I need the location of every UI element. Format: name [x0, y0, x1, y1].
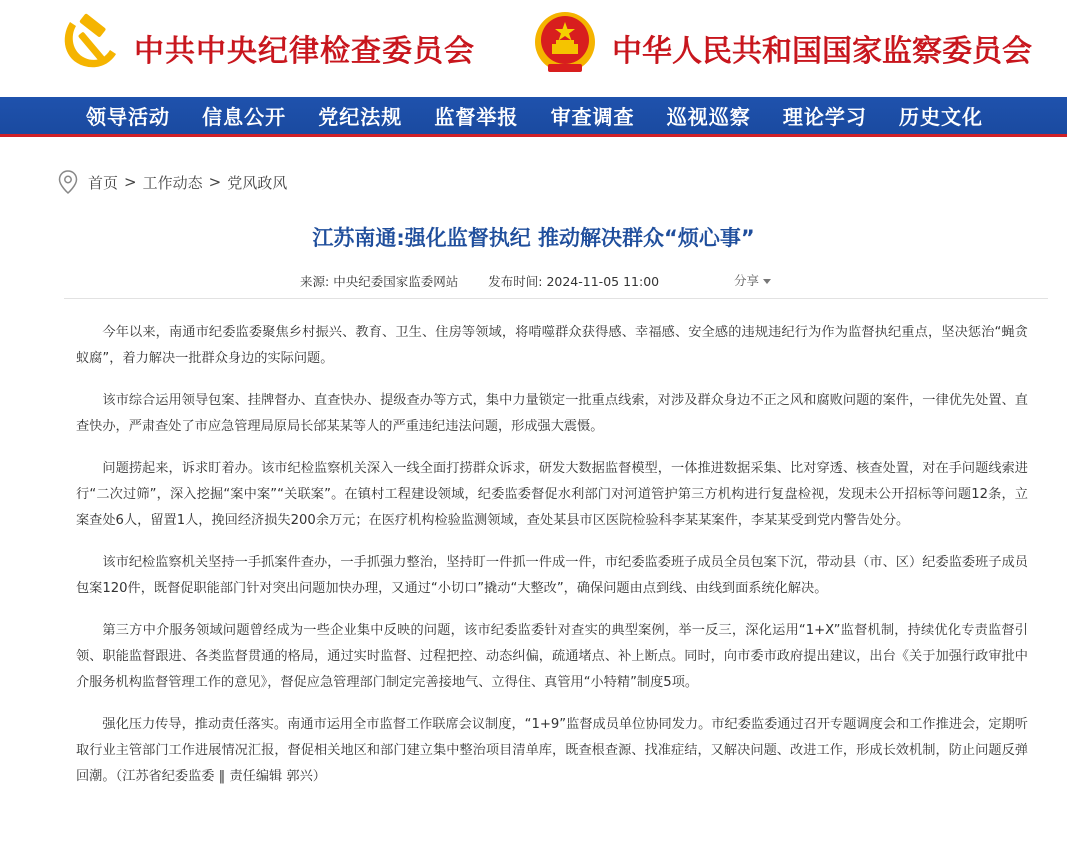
source-label: 来源: [300, 274, 330, 289]
nav-item-regulations[interactable]: 党纪法规 [318, 105, 403, 129]
breadcrumb [58, 170, 287, 194]
article-meta [300, 272, 659, 290]
national-emblem-icon [532, 8, 598, 78]
article-title: 江苏南通:强化监督执纪 推动解决群众“烦心事” [312, 226, 755, 250]
article-paragraph: 问题捞起来，诉求盯着办。该市纪检监察机关深入一线全面打捞群众诉求，研发大数据监督模型，一体推进数据采集、比对穿透、核查处置，对在手问题线索进行“二次过筛”，深入挖掘“案中案”“关联案”。在镇村工程建设领域，纪委监委督促水利部门对河道管护第三方机构进行复盘检视，发现未公开招标等问题12条，立案查处6人，留置1人，挽回经济损失200余万元；在医疗机构检验监测领域，查处某县市区医院检验科李某某案件，李某某受到党内警告处分。 [76, 461, 1028, 528]
source-value: 中央纪委国家监委网站 [333, 274, 459, 289]
nav-item-inspection[interactable]: 巡视巡察 [666, 105, 751, 129]
breadcrumb-separator: > [208, 173, 222, 191]
share-button[interactable] [734, 271, 771, 289]
date-value: 2024-11-05 11:00 [546, 273, 660, 289]
ccdi-site-title[interactable]: 中共中央纪律检查委员会 [134, 34, 475, 69]
article-paragraph: 第三方中介服务领域问题曾经成为一些企业集中反映的问题，该市纪委监委针对查实的典型案例，举一反三，深化运用“1+X”监督机制，持续优化专责监督引领、职能监督跟进、各类监督贯通的格局，通过实时监督、过程把控、动态纠偏，疏通堵点、补上断点。同时，向市委市政府提出建议，出台《关于加强行政审批中介服务机构监督管理工作的意见》，督促应急管理部门制定完善接地气、立得住、真管用“小特精”制度5项。 [76, 623, 1028, 690]
breadcrumb-work-news[interactable]: 工作动态 [142, 173, 203, 192]
party-emblem-icon [58, 12, 120, 74]
nav-item-info-disclosure[interactable]: 信息公开 [202, 105, 287, 129]
breadcrumb-party-style[interactable]: 党风政风 [227, 173, 288, 192]
nav-item-leadership[interactable]: 领导活动 [86, 105, 170, 129]
article-paragraph: 强化压力传导，推动责任落实。南通市运用全市监督工作联席会议制度，“1+9”监督成员单位协同发力。市纪委监委通过召开专题调度会和工作推进会，定期听取行业主管部门工作进展情况汇报，督促相关地区和部门建立集中整治项目清单库，既查根查源、找准症结，又解决问题、改进工作，形成长效机制，防止问题反弹回潮。（江苏省纪委监委 ‖ 责任编辑 郭兴） [76, 717, 1028, 784]
breadcrumb-home[interactable]: 首页 [88, 173, 119, 192]
article-paragraph: 该市综合运用领导包案、挂牌督办、直查快办、提级查办等方式，集中力量锁定一批重点线索，对涉及群众身边不正之风和腐败问题的案件，一律优先处置、直查快办，严肃查处了市应急管理局原局长邰某某等人的严重违纪违法问题，形成强大震慑。 [76, 393, 1028, 434]
nav-item-theory[interactable]: 理论学习 [782, 105, 867, 129]
breadcrumb-separator: > [124, 173, 137, 191]
nsc-site-title[interactable]: 中华人民共和国国家监察委员会 [612, 34, 1032, 69]
chevron-down-icon [763, 279, 771, 284]
nav-item-report[interactable]: 监督举报 [434, 105, 519, 129]
article-paragraph: 该市纪检监察机关坚持一手抓案件查办，一手抓强力整治，坚持盯一件抓一件成一件，市纪委监委班子成员全员包案下沉，带动县（市、区）纪委监委班子成员包案120件，既督促职能部门针对突出问题加快办理，又通过“小切口”撬动“大整改”，确保问题由点到线、由线到面系统化解决。 [76, 555, 1028, 596]
site-header [0, 0, 1067, 97]
meta-divider [64, 298, 1048, 299]
nav-item-history[interactable]: 历史文化 [898, 105, 983, 129]
date-label: 发布时间: [488, 274, 543, 289]
article-paragraph: 今年以来，南通市纪委监委聚焦乡村振兴、教育、卫生、住房等领域，将啃噬群众获得感、幸福感、安全感的违规违纪行为作为监督执纪重点，坚决惩治“蝇贪蚁腐”，着力解决一批群众身边的实际问题。 [76, 325, 1028, 366]
location-pin-icon [58, 170, 78, 194]
share-label: 分享 [734, 273, 760, 288]
main-nav-list [0, 97, 1067, 134]
nav-item-investigation[interactable]: 审查调查 [550, 105, 635, 129]
main-nav [0, 97, 1067, 137]
article-body [76, 320, 1028, 806]
